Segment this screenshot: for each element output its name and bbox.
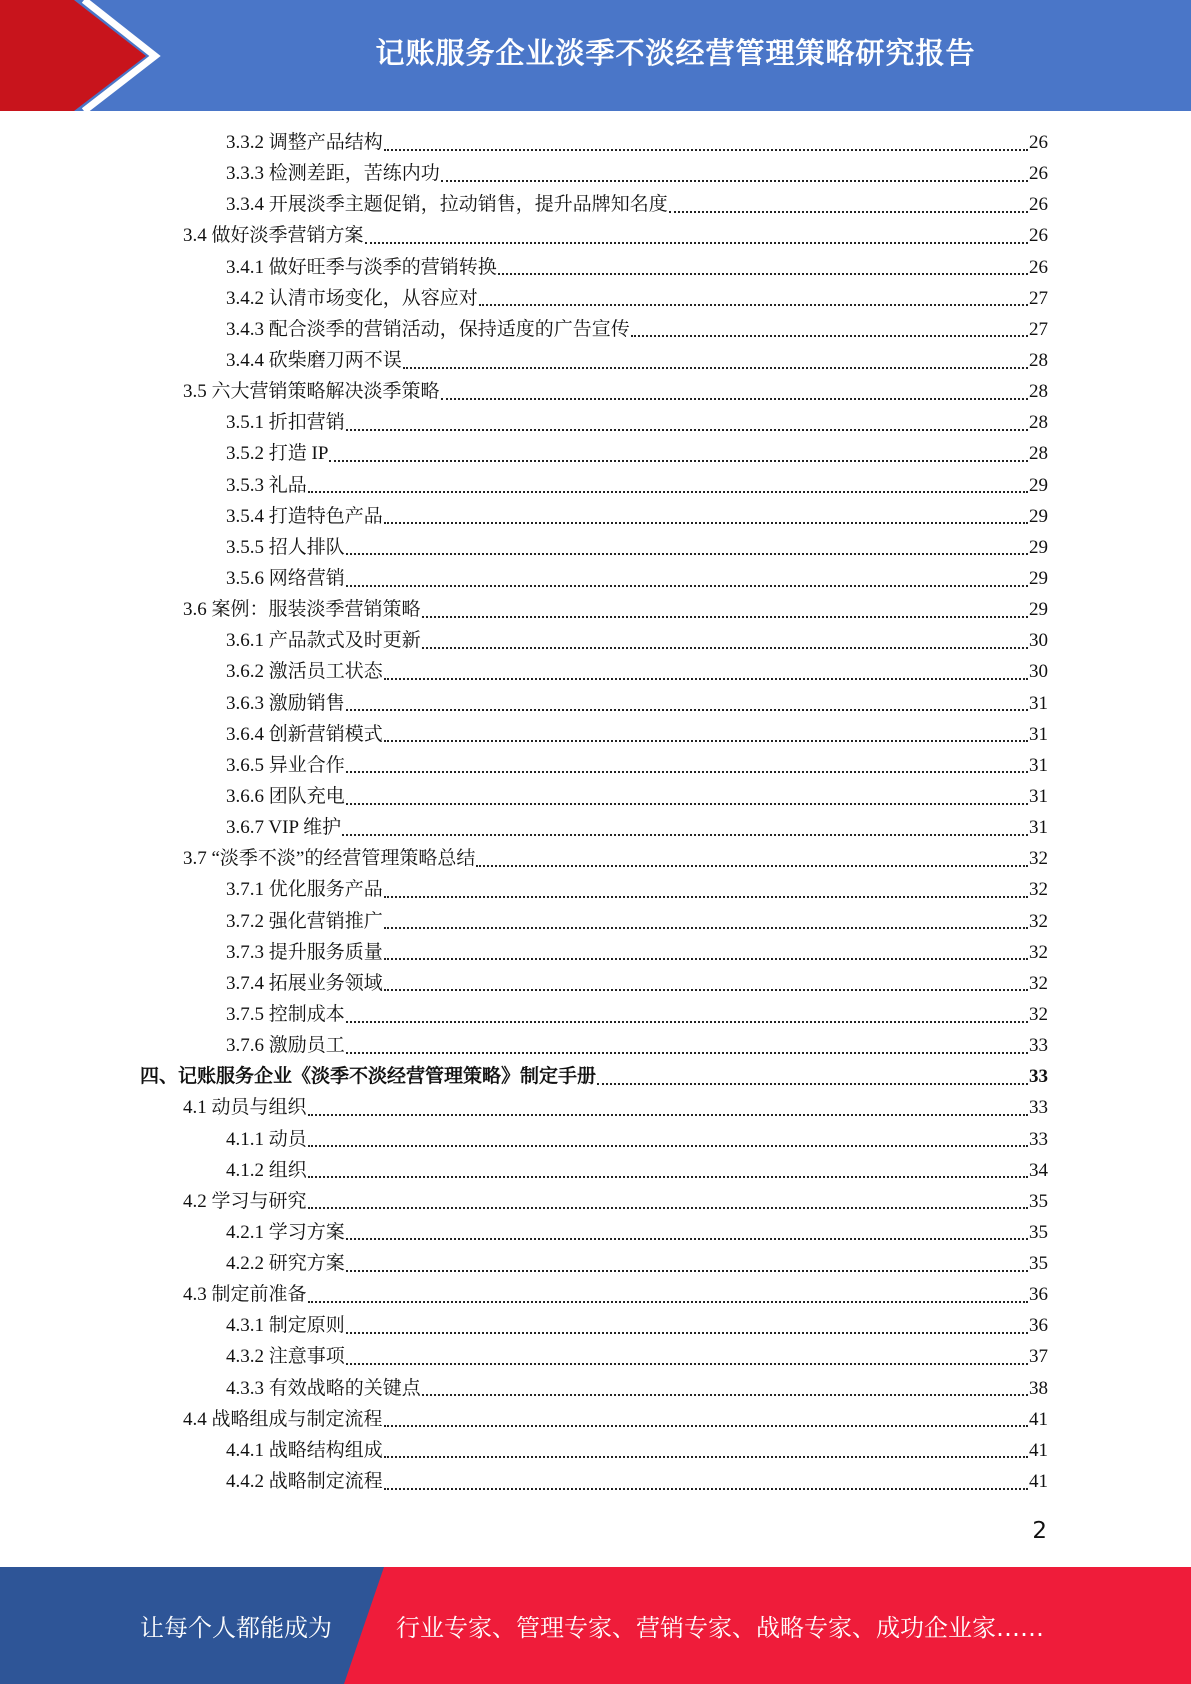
footer-slogan-left: 让每个人都能成为 xyxy=(140,1614,332,1642)
toc-dot-leader xyxy=(631,335,1028,337)
toc-dot-leader xyxy=(365,242,1028,244)
toc-entry-page: 26 xyxy=(1029,225,1048,247)
toc-dot-leader xyxy=(384,678,1028,680)
toc-entry-title: 3.7.5 控制成本 xyxy=(226,1003,345,1025)
toc-entry[interactable] xyxy=(140,1279,1048,1310)
toc-entry-title: 3.4.3 配合淡季的营销活动，保持适度的广告宣传 xyxy=(226,318,630,340)
toc-entry[interactable] xyxy=(140,937,1048,968)
toc-entry-title: 4.1.2 组织 xyxy=(226,1159,307,1181)
toc-dot-leader xyxy=(308,491,1028,493)
toc-entry[interactable] xyxy=(140,1435,1048,1466)
toc-entry-title: 3.7.4 拓展业务领域 xyxy=(226,972,383,994)
toc-entry[interactable] xyxy=(140,314,1048,345)
toc-entry[interactable] xyxy=(140,812,1048,843)
footer-slogan-right: 行业专家、管理专家、营销专家、战略专家、成功企业家…… xyxy=(396,1614,1044,1642)
toc-entry-title: 3.6.5 异业合作 xyxy=(226,754,345,776)
toc-dot-leader xyxy=(384,1488,1028,1490)
toc-entry-title: 3.5 六大营销策略解决淡季策略 xyxy=(183,381,440,403)
toc-entry[interactable] xyxy=(140,532,1048,563)
page-number: 2 xyxy=(1032,1518,1047,1544)
toc-entry-page: 37 xyxy=(1029,1346,1048,1368)
toc-dot-leader xyxy=(308,1114,1028,1116)
toc-entry-page: 41 xyxy=(1029,1408,1048,1430)
toc-entry-page: 35 xyxy=(1029,1253,1048,1275)
toc-entry-title: 3.5.1 折扣营销 xyxy=(226,412,345,434)
toc-entry[interactable] xyxy=(140,781,1048,812)
toc-dot-leader xyxy=(597,1083,1028,1085)
toc-entry-title: 3.4 做好淡季营销方案 xyxy=(183,225,364,247)
toc-entry-title: 3.7.3 提升服务质量 xyxy=(226,941,383,963)
toc-dot-leader xyxy=(422,1394,1028,1396)
toc-dot-leader xyxy=(384,522,1028,524)
toc-entry-title: 4.4.2 战略制定流程 xyxy=(226,1471,383,1493)
toc-entry-title: 4.2.2 研究方案 xyxy=(226,1253,345,1275)
toc-entry[interactable] xyxy=(140,874,1048,905)
toc-entry-title: 4.2.1 学习方案 xyxy=(226,1221,345,1243)
toc-dot-leader xyxy=(403,367,1028,369)
toc-entry[interactable] xyxy=(140,999,1048,1030)
toc-entry-title: 3.6.1 产品款式及时更新 xyxy=(226,630,421,652)
toc-entry-page: 30 xyxy=(1029,661,1048,683)
toc-entry[interactable] xyxy=(140,1248,1048,1279)
toc-entry-title: 3.6.3 激励销售 xyxy=(226,692,345,714)
toc-entry[interactable] xyxy=(140,1466,1048,1497)
page-footer xyxy=(0,1567,1191,1684)
toc-entry[interactable] xyxy=(140,1155,1048,1186)
toc-entry[interactable] xyxy=(140,345,1048,376)
toc-entry[interactable] xyxy=(140,376,1048,407)
toc-dot-leader xyxy=(384,1425,1028,1427)
toc-entry-title: 4.4.1 战略结构组成 xyxy=(226,1439,383,1461)
toc-dot-leader xyxy=(308,1145,1028,1147)
toc-entry-title: 四、记账服务企业《淡季不淡经营管理策略》制定手册 xyxy=(140,1066,597,1088)
toc-entry-page: 28 xyxy=(1029,412,1048,434)
toc-entry[interactable] xyxy=(140,252,1048,283)
toc-dot-leader xyxy=(346,1021,1028,1023)
toc-entry[interactable] xyxy=(140,1217,1048,1248)
toc-entry-page: 29 xyxy=(1029,474,1048,496)
toc-entry-title: 3.3.3 检测差距，苦练内功 xyxy=(226,163,440,185)
toc-dot-leader xyxy=(346,1238,1028,1240)
toc-entry-page: 28 xyxy=(1029,381,1048,403)
toc-entry[interactable] xyxy=(140,407,1048,438)
toc-entry-page: 26 xyxy=(1029,132,1048,153)
toc-entry-title: 3.4.4 砍柴磨刀两不误 xyxy=(226,349,402,371)
toc-entry-page: 33 xyxy=(1029,1097,1048,1119)
toc-entry-title: 3.7.6 激励员工 xyxy=(226,1035,345,1057)
toc-entry[interactable] xyxy=(140,1341,1048,1372)
toc-entry-page: 28 xyxy=(1029,349,1048,371)
toc-entry-page: 26 xyxy=(1029,163,1048,185)
toc-entry[interactable] xyxy=(140,1404,1048,1435)
toc-entry[interactable] xyxy=(140,1124,1048,1155)
toc-entry[interactable] xyxy=(140,438,1048,469)
toc-dot-leader xyxy=(346,1270,1028,1272)
toc-dot-leader xyxy=(384,896,1028,898)
toc-entry-page: 27 xyxy=(1029,287,1048,309)
toc-entry-title: 3.5.2 打造 IP xyxy=(226,443,329,465)
toc-dot-leader xyxy=(422,616,1028,618)
toc-entry-title: 4.4 战略组成与制定流程 xyxy=(183,1408,383,1430)
toc-dot-leader xyxy=(342,834,1028,836)
toc-dot-leader xyxy=(346,429,1028,431)
toc-dot-leader xyxy=(384,958,1028,960)
toc-entry-page: 31 xyxy=(1029,723,1048,745)
toc-entry-title: 3.5.3 礼品 xyxy=(226,474,307,496)
toc-entry[interactable] xyxy=(140,220,1048,251)
report-title: 记账服务企业淡季不淡经营管理策略研究报告 xyxy=(375,36,976,70)
toc-entry[interactable] xyxy=(140,688,1048,719)
toc-dot-leader xyxy=(346,1052,1028,1054)
toc-dot-leader xyxy=(346,709,1028,711)
toc-entry[interactable] xyxy=(140,656,1048,687)
toc-entry-page: 41 xyxy=(1029,1439,1048,1461)
toc-entry-title: 3.6.4 创新营销模式 xyxy=(226,723,383,745)
toc-entry-page: 29 xyxy=(1029,505,1048,527)
toc-entry-page: 31 xyxy=(1029,785,1048,807)
toc-entry[interactable] xyxy=(140,189,1048,220)
toc-entry[interactable] xyxy=(140,1061,1048,1092)
toc-entry-page: 31 xyxy=(1029,692,1048,714)
toc-entry-title: 3.6.7 VIP 维护 xyxy=(226,817,342,839)
toc-dot-leader xyxy=(346,585,1028,587)
toc-dot-leader xyxy=(384,989,1028,991)
toc-entry-title: 3.7 “淡季不淡”的经营管理策略总结 xyxy=(183,848,476,870)
toc-dot-leader xyxy=(476,865,1028,867)
toc-dot-leader xyxy=(308,1207,1028,1209)
toc-entry-title: 4.3 制定前准备 xyxy=(183,1284,307,1306)
toc-entry-title: 3.7.2 强化营销推广 xyxy=(226,910,383,932)
toc-dot-leader xyxy=(346,771,1028,773)
toc-entry-page: 31 xyxy=(1029,817,1048,839)
toc-entry[interactable] xyxy=(140,625,1048,656)
toc-entry[interactable] xyxy=(140,1030,1048,1061)
toc-entry-title: 4.1.1 动员 xyxy=(226,1128,307,1150)
toc-entry-page: 41 xyxy=(1029,1471,1048,1493)
toc-dot-leader xyxy=(308,1301,1028,1303)
toc-dot-leader xyxy=(498,273,1028,275)
toc-entry-page: 32 xyxy=(1029,848,1048,870)
toc-dot-leader xyxy=(329,460,1028,462)
toc-dot-leader xyxy=(384,1456,1028,1458)
toc-entry-page: 29 xyxy=(1029,536,1048,558)
toc-dot-leader xyxy=(422,647,1028,649)
toc-entry[interactable] xyxy=(140,968,1048,999)
toc-entry-page: 34 xyxy=(1029,1159,1048,1181)
toc-entry[interactable] xyxy=(140,283,1048,314)
toc-entry-page: 32 xyxy=(1029,1003,1048,1025)
toc-entry-title: 4.3.3 有效战略的关键点 xyxy=(226,1377,421,1399)
toc-entry-title: 4.3.2 注意事项 xyxy=(226,1346,345,1368)
toc-entry[interactable] xyxy=(140,1092,1048,1123)
toc-entry-page: 32 xyxy=(1029,910,1048,932)
toc-entry-title: 3.3.4 开展淡季主题促销，拉动销售，提升品牌知名度 xyxy=(226,194,668,216)
toc-entry-page: 36 xyxy=(1029,1284,1048,1306)
toc-entry-page: 31 xyxy=(1029,754,1048,776)
toc-entry-page: 30 xyxy=(1029,630,1048,652)
toc-entry-title: 4.2 学习与研究 xyxy=(183,1190,307,1212)
toc-dot-leader xyxy=(441,180,1028,182)
toc-dot-leader xyxy=(384,927,1028,929)
toc-entry-page: 38 xyxy=(1029,1377,1048,1399)
toc-dot-leader xyxy=(346,1332,1028,1334)
toc-entry[interactable] xyxy=(140,563,1048,594)
toc-dot-leader xyxy=(346,553,1028,555)
toc-entry[interactable] xyxy=(140,750,1048,781)
table-of-contents xyxy=(140,127,1048,1497)
toc-dot-leader xyxy=(346,1363,1028,1365)
toc-dot-leader xyxy=(384,149,1028,151)
toc-entry[interactable] xyxy=(140,501,1048,532)
toc-entry-title: 3.5.4 打造特色产品 xyxy=(226,505,383,527)
toc-entry-page: 32 xyxy=(1029,879,1048,901)
toc-entry-page: 32 xyxy=(1029,972,1048,994)
toc-entry-page: 33 xyxy=(1029,1066,1048,1088)
toc-entry-page: 32 xyxy=(1029,941,1048,963)
toc-entry-page: 29 xyxy=(1029,567,1048,589)
toc-entry-title: 3.5.5 招人排队 xyxy=(226,536,345,558)
toc-entry-page: 26 xyxy=(1029,194,1048,216)
toc-entry[interactable] xyxy=(140,906,1048,937)
toc-entry-title: 4.3.1 制定原则 xyxy=(226,1315,345,1337)
toc-entry[interactable] xyxy=(140,158,1048,189)
toc-entry[interactable] xyxy=(140,470,1048,501)
toc-entry[interactable] xyxy=(140,1373,1048,1404)
toc-entry-title: 3.7.1 优化服务产品 xyxy=(226,879,383,901)
toc-entry-page: 29 xyxy=(1029,599,1048,621)
toc-entry-page: 28 xyxy=(1029,443,1048,465)
toc-entry-page: 35 xyxy=(1029,1190,1048,1212)
toc-entry[interactable] xyxy=(140,127,1048,158)
toc-dot-leader xyxy=(441,398,1028,400)
toc-entry[interactable] xyxy=(140,594,1048,625)
toc-dot-leader xyxy=(669,211,1028,213)
toc-entry-title: 3.4.1 做好旺季与淡季的营销转换 xyxy=(226,256,497,278)
toc-entry-title: 3.5.6 网络营销 xyxy=(226,567,345,589)
toc-entry-page: 26 xyxy=(1029,256,1048,278)
toc-dot-leader xyxy=(479,304,1028,306)
toc-entry-title: 3.6.6 团队充电 xyxy=(226,785,345,807)
page-header xyxy=(0,0,1191,111)
toc-entry-title: 3.4.2 认清市场变化，从容应对 xyxy=(226,287,478,309)
toc-entry-page: 35 xyxy=(1029,1221,1048,1243)
toc-entry-page: 33 xyxy=(1029,1035,1048,1057)
toc-entry-page: 33 xyxy=(1029,1128,1048,1150)
toc-dot-leader xyxy=(384,740,1028,742)
toc-dot-leader xyxy=(346,803,1028,805)
toc-entry-page: 27 xyxy=(1029,318,1048,340)
toc-dot-leader xyxy=(308,1176,1028,1178)
toc-entry-title: 4.1 动员与组织 xyxy=(183,1097,307,1119)
toc-entry[interactable] xyxy=(140,1310,1048,1341)
toc-entry-title: 3.6 案例：服装淡季营销策略 xyxy=(183,599,421,621)
toc-entry[interactable] xyxy=(140,719,1048,750)
toc-entry-page: 36 xyxy=(1029,1315,1048,1337)
toc-entry-title: 3.6.2 激活员工状态 xyxy=(226,661,383,683)
toc-entry[interactable] xyxy=(140,1186,1048,1217)
toc-entry-title: 3.3.2 调整产品结构 xyxy=(226,132,383,153)
toc-entry[interactable] xyxy=(140,843,1048,874)
